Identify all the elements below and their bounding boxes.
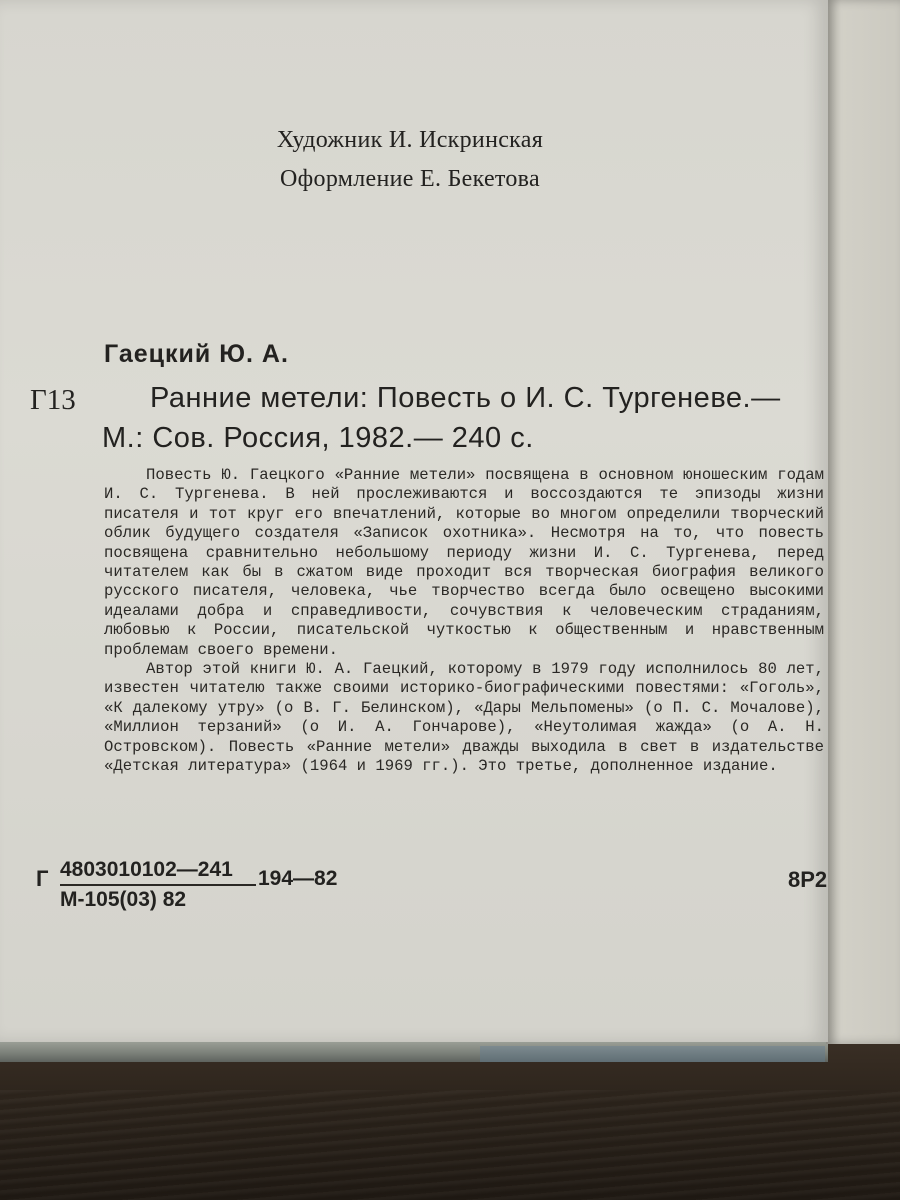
book-title-line: Ранние метели: Повесть о И. С. Тургеневе.— xyxy=(150,382,781,414)
classification-block xyxy=(36,858,836,918)
classification-denominator: М-105(03) 82 xyxy=(60,888,187,911)
publication-info-line: М.: Сов. Россия, 1982.— 240 с. xyxy=(102,422,534,454)
book-cover-edge xyxy=(480,1046,825,1062)
classification-numerator: 4803010102—241 xyxy=(60,858,233,881)
annotation-text xyxy=(104,466,824,777)
order-number: 194—82 xyxy=(258,867,338,890)
design-credit: Оформление Е. Бекетова xyxy=(280,166,540,192)
artist-credit: Художник И. Искринская xyxy=(276,127,544,153)
annotation-paragraph: Повесть Ю. Гаецкого «Ранние метели» посвящена в основном юношеским годам И. С. Тургенева. В ней прослеживаются и воссоздаются те эпизоды жизни писателя и тот круг его впечатлений, которые во многом определили творческий облик будущего создателя «Записок охотника». Несмотря на то, что повесть посвящена сравнительно небольшому периоду жизни И. С. Тургенева, перед читателем как бы в сжатом виде проходит вся творческая биография великого русского писателя, человека, чье творчество всегда было освещено высокими идеалами добра и справедливости, сочувствия к человеческим страданиям, любовью к России, писательской чуткостью к общественным и нравственным проблемам своего времени. xyxy=(104,466,824,659)
wood-grain xyxy=(0,1090,900,1200)
annotation-paragraph: Автор этой книги Ю. А. Гаецкий, которому в 1979 году исполнилось 80 лет, известен читателю также своими историко-биографическими повестями: «Гоголь», «К далекому утру» (о В. Г. Белинском), «Дары Мельпомены» (о П. С. Мочалове), «Миллион терзаний» (о И. А. Гончарове), «Неутолимая жажда» (о А. Н. Островском). Повесть «Ранние метели» дважды выходила в свет в издательстве «Детская литература» (1964 и 1969 гг.). Это третье, дополненное издание. xyxy=(104,660,824,776)
facing-page xyxy=(826,0,900,1044)
bbk-code: 8Р2 xyxy=(788,867,828,892)
classification-letter: Г xyxy=(36,866,49,891)
author-heading: Гаецкий Ю. А. xyxy=(104,340,289,368)
fraction-rule xyxy=(60,884,256,886)
index-code: Г13 xyxy=(30,384,76,416)
